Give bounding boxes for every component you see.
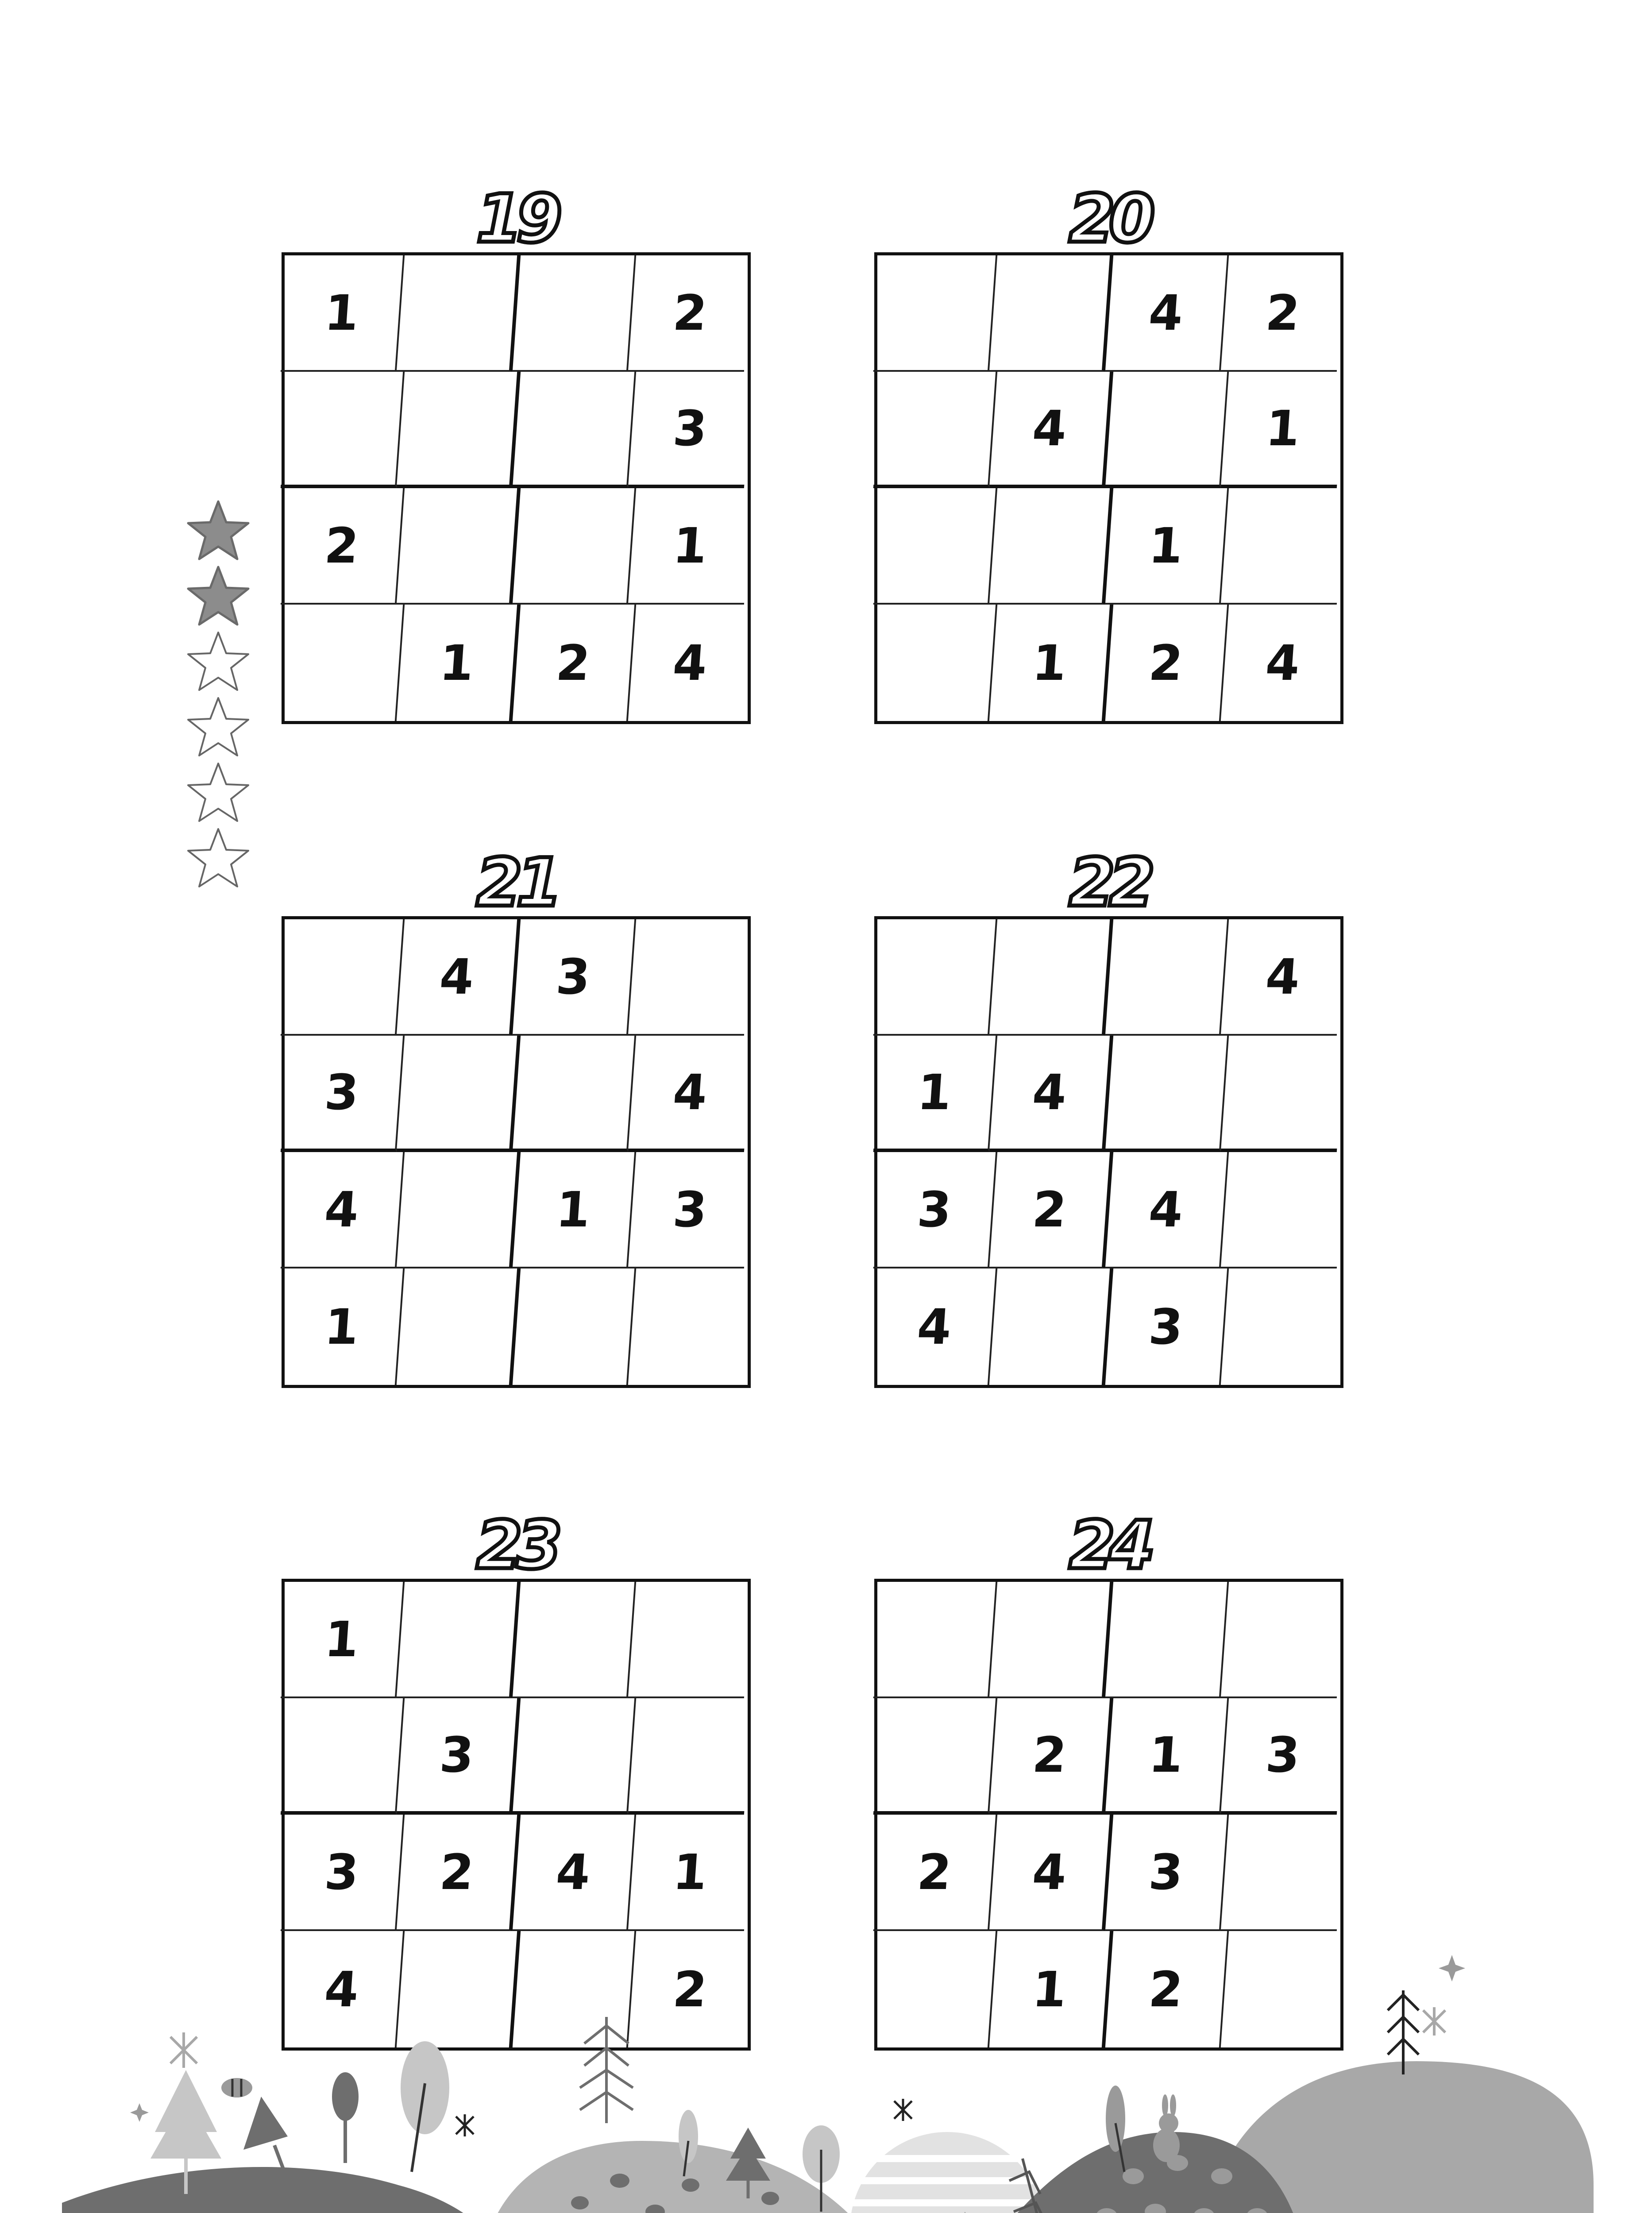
grid-cell: 3 xyxy=(512,919,636,1036)
puzzle-number: 20 xyxy=(1069,181,1149,258)
grid-cell xyxy=(873,919,997,1036)
puzzle-number: 19 xyxy=(476,181,556,258)
grid-cell xyxy=(873,1698,997,1815)
grid-cell: 3 xyxy=(1220,1698,1344,1815)
grid-cell: 2 xyxy=(1220,255,1344,372)
grid-cell: 1 xyxy=(628,1815,752,1931)
grid-cell xyxy=(396,255,520,372)
grid-cell: 3 xyxy=(628,1152,752,1268)
grid-cell: 1 xyxy=(989,605,1113,721)
grid-cell xyxy=(1105,1582,1229,1698)
grid-cell xyxy=(873,1582,997,1698)
grid-cell: 3 xyxy=(1105,1815,1229,1931)
grid-cell: 3 xyxy=(1105,1268,1229,1385)
grid-cell xyxy=(396,1036,520,1152)
grid-cell xyxy=(281,919,405,1036)
grid-cell: 3 xyxy=(628,372,752,488)
star-outline-icon xyxy=(185,825,251,891)
grid-cell: 2 xyxy=(628,255,752,372)
grid-cell: 2 xyxy=(671,1961,709,2018)
grid-cell xyxy=(873,605,997,721)
star-filled-icon xyxy=(185,498,251,563)
grid-cell: 2 xyxy=(396,1815,520,1931)
grid-cell xyxy=(512,1582,636,1698)
bunny-icon xyxy=(1153,2094,1180,2162)
grid-cell: 4 xyxy=(1220,919,1344,1036)
grid-cell xyxy=(989,1268,1113,1385)
grid-cell xyxy=(873,255,997,372)
grid-cell: 1 xyxy=(1220,372,1344,488)
grid-cell: 3 xyxy=(281,1815,405,1931)
grid-cell: 2 xyxy=(989,1698,1113,1815)
grid-cell xyxy=(1105,1036,1229,1152)
sudoku-grid xyxy=(874,916,1343,1388)
grid-cell: 4 xyxy=(873,1268,997,1385)
grid-cell: 4 xyxy=(989,1815,1113,1931)
snowflake-icon xyxy=(170,2007,1445,2068)
grid-cell: 4 xyxy=(989,1036,1113,1152)
grid-cell xyxy=(1220,1036,1344,1152)
grid-cell xyxy=(989,488,1113,605)
grid-cell xyxy=(512,1036,636,1152)
puzzle-number: 21 xyxy=(476,844,556,921)
grid-cell xyxy=(512,255,636,372)
grid-cell xyxy=(873,488,997,605)
grid-cell xyxy=(396,1268,520,1385)
grid-cell: 3 xyxy=(396,1698,520,1815)
grid-cell: 4 xyxy=(1105,255,1229,372)
grid-cell: 1 xyxy=(512,1152,636,1268)
grid-cell: 2 xyxy=(873,1815,997,1931)
star-outline-icon xyxy=(185,694,251,760)
grid-cell xyxy=(396,488,520,605)
grid-cell xyxy=(512,1698,636,1815)
grid-cell: 1 xyxy=(281,255,405,372)
grid-cell xyxy=(628,919,752,1036)
puzzle-number: 24 xyxy=(1069,1507,1149,1584)
grid-cell: 2 xyxy=(512,605,636,721)
grid-cell: 4 xyxy=(1263,634,1301,691)
grid-cell: 4 xyxy=(1105,1152,1229,1268)
grid-cell xyxy=(512,372,636,488)
landscape-illustration xyxy=(0,1911,1652,2213)
grid-cell xyxy=(989,919,1113,1036)
grid-cell: 1 xyxy=(1105,488,1229,605)
grid-cell xyxy=(1220,1152,1344,1268)
puzzle-number: 22 xyxy=(1069,844,1149,921)
grid-cell: 1 xyxy=(873,1036,997,1152)
grid-cell xyxy=(512,1268,636,1385)
sparkle-icon xyxy=(130,1955,1465,2122)
grid-cell: 4 xyxy=(396,919,520,1036)
sudoku-grid xyxy=(874,252,1343,724)
star-outline-icon xyxy=(185,629,251,694)
grid-cell: 1 xyxy=(281,1582,405,1698)
grid-cell xyxy=(1220,488,1344,605)
grid-cell: 4 xyxy=(628,1036,752,1152)
sudoku-grid xyxy=(282,916,751,1388)
difficulty-rating xyxy=(185,498,251,891)
grid-cell: 4 xyxy=(281,1931,405,2047)
grid-cell: 1 xyxy=(628,488,752,605)
grid-cell: 1 xyxy=(396,605,520,721)
sudoku-grid xyxy=(282,252,751,724)
grid-cell: 1 xyxy=(281,1268,405,1385)
grid-cell: 2 xyxy=(281,488,405,605)
grid-cell xyxy=(281,372,405,488)
grid-cell xyxy=(512,488,636,605)
grid-cell: 1 xyxy=(989,1931,1113,2047)
striped-sun xyxy=(850,2132,1045,2213)
bee-icon xyxy=(221,2078,252,2097)
grid-cell xyxy=(1105,919,1229,1036)
grid-cell xyxy=(281,605,405,721)
star-filled-icon xyxy=(185,563,251,629)
grid-cell xyxy=(1105,372,1229,488)
grid-cell xyxy=(1220,1268,1344,1385)
grid-cell: 3 xyxy=(281,1036,405,1152)
grid-cell xyxy=(281,1698,405,1815)
puzzle-number: 23 xyxy=(476,1507,556,1584)
grid-cell: 1 xyxy=(1105,1698,1229,1815)
grid-cell xyxy=(989,1582,1113,1698)
grid-cell: 4 xyxy=(671,634,709,691)
grid-cell xyxy=(989,255,1113,372)
star-outline-icon xyxy=(185,760,251,825)
grid-cell xyxy=(628,1268,752,1385)
grid-cell: 4 xyxy=(989,372,1113,488)
grid-cell xyxy=(1220,1582,1344,1698)
grid-cell xyxy=(396,1152,520,1268)
grid-cell xyxy=(396,1582,520,1698)
grid-cell xyxy=(396,372,520,488)
grid-cell: 3 xyxy=(873,1152,997,1268)
grid-cell: 2 xyxy=(989,1152,1113,1268)
grid-cell: 2 xyxy=(1105,1931,1229,2047)
grid-cell xyxy=(873,372,997,488)
grid-cell xyxy=(628,1698,752,1815)
grid-cell: 2 xyxy=(1105,605,1229,721)
grid-cell: 4 xyxy=(281,1152,405,1268)
grid-cell xyxy=(628,1582,752,1698)
grid-cell: 4 xyxy=(512,1815,636,1931)
